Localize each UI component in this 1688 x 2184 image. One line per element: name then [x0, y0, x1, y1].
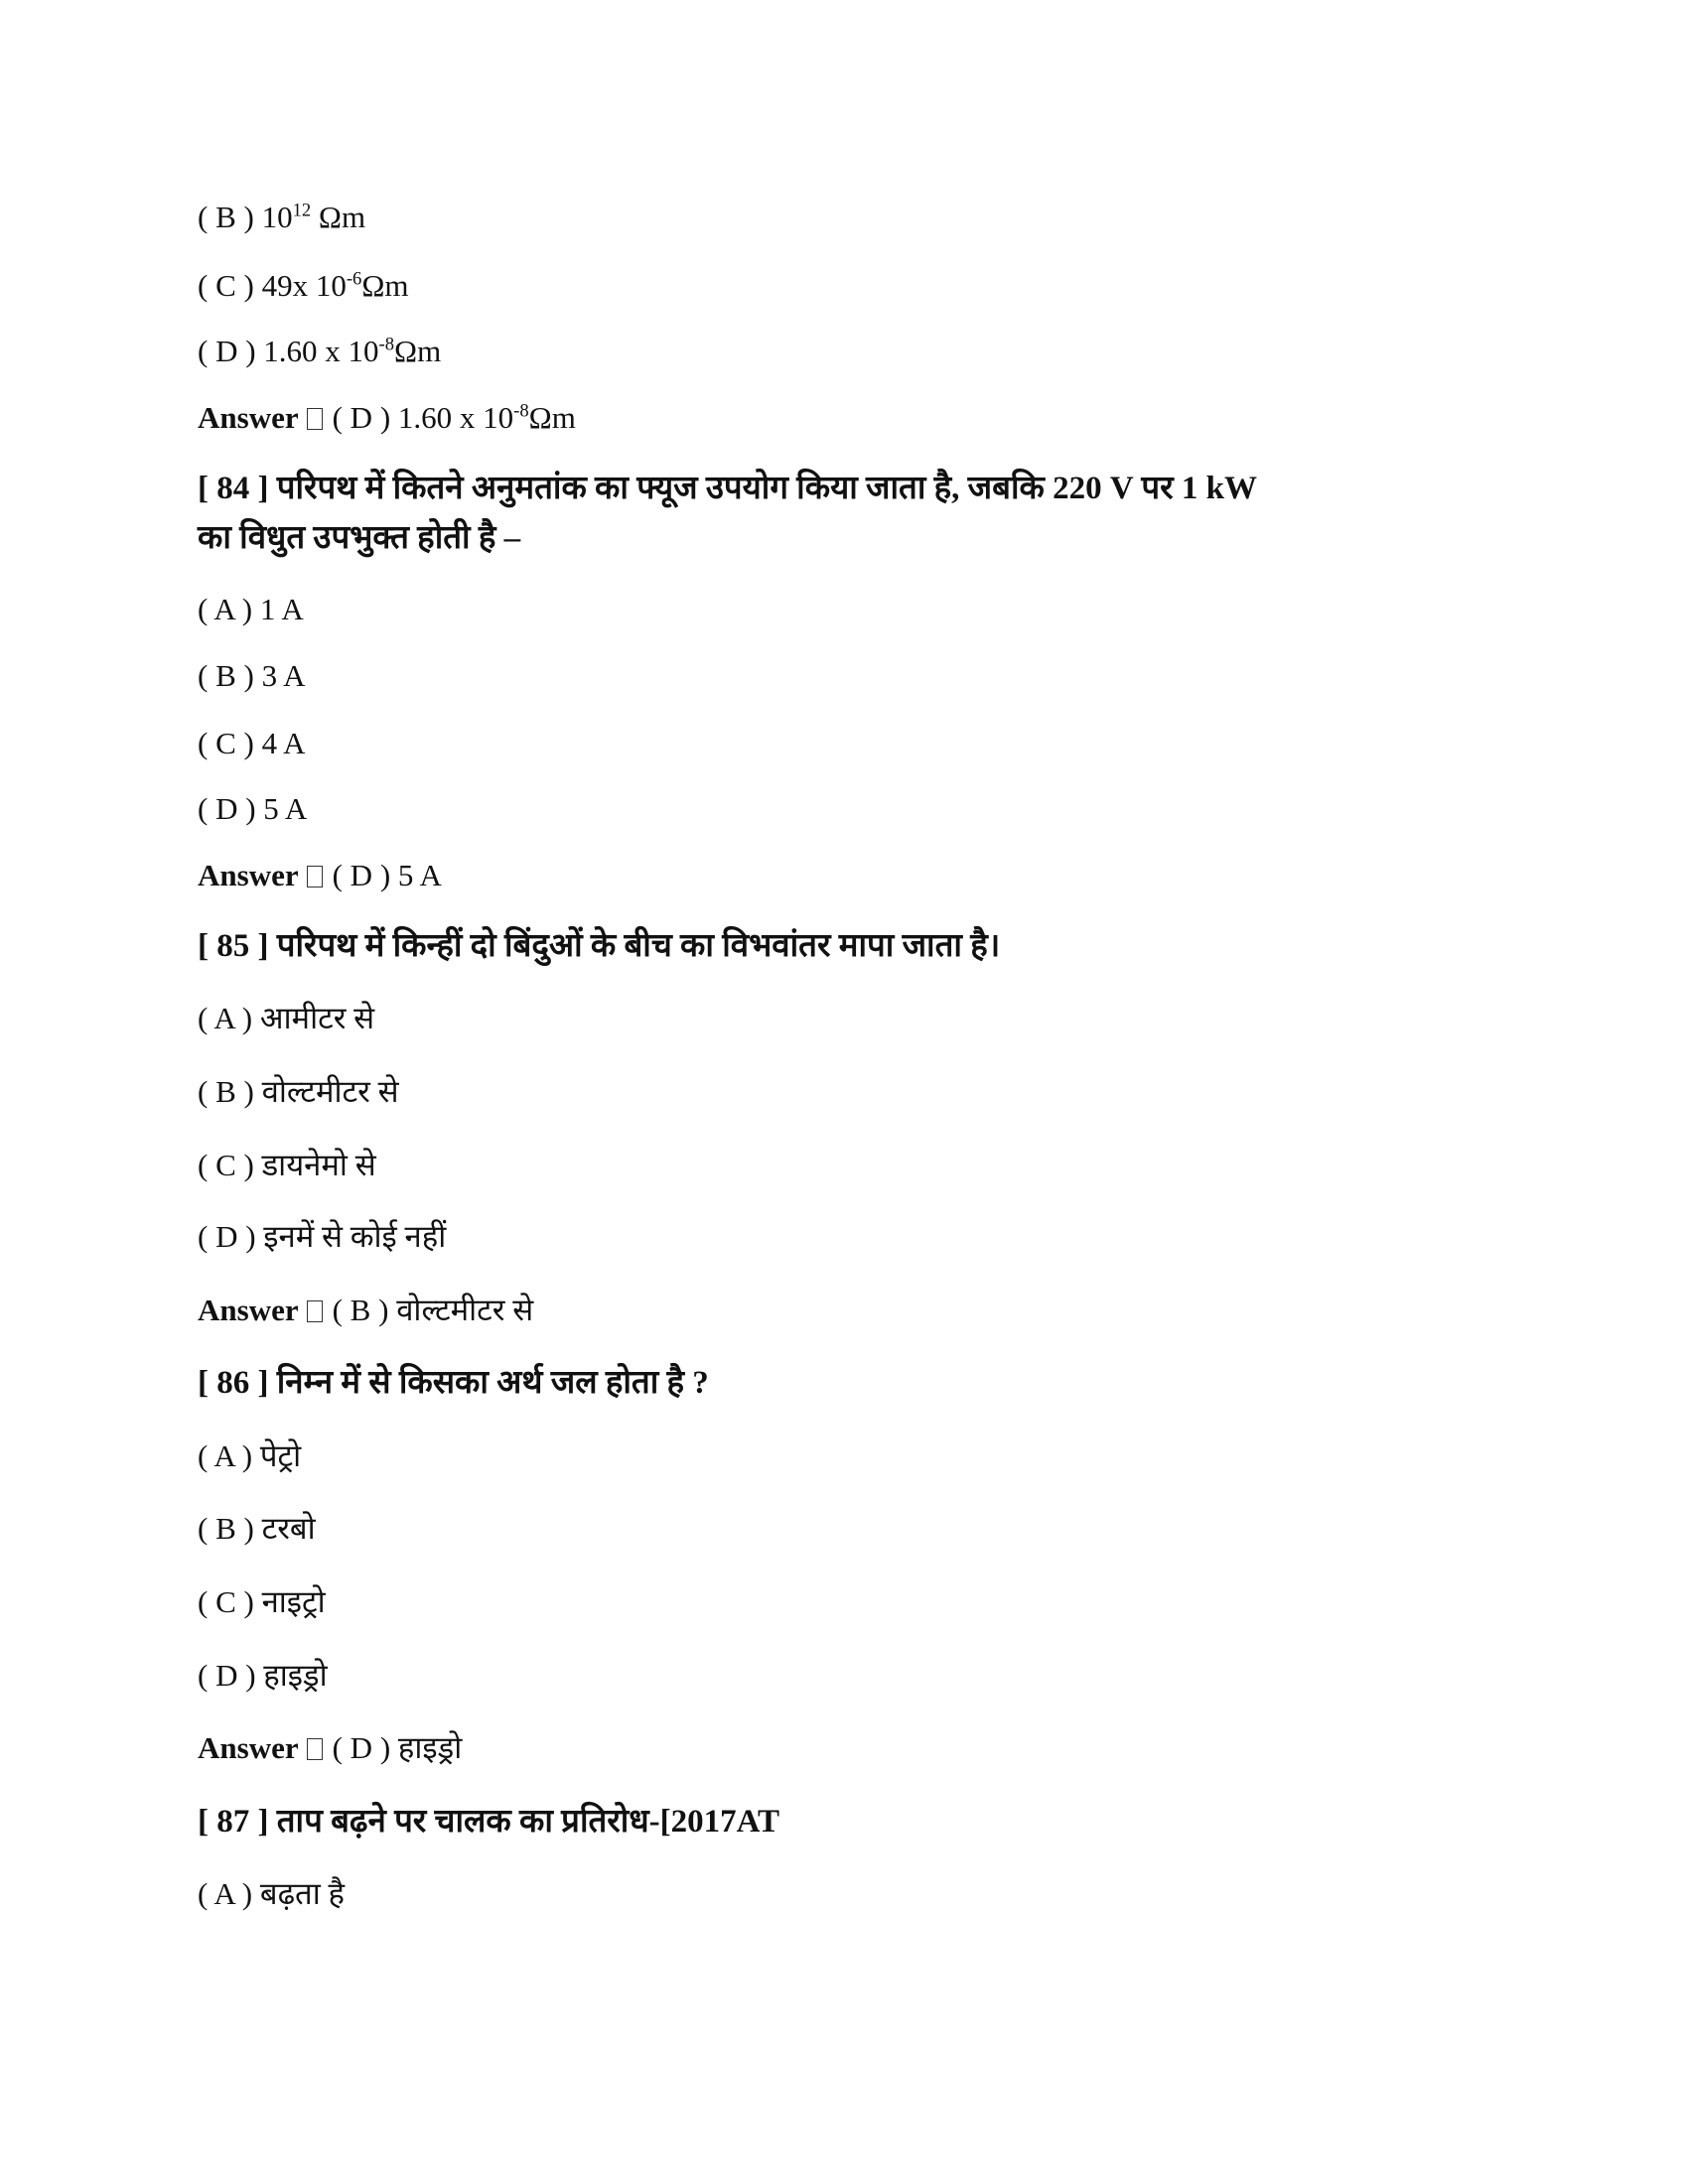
option-text: वोल्टमीटर से [261, 1074, 399, 1109]
question-text [198, 1361, 709, 1405]
option-text: 10 [261, 200, 293, 234]
answer-prefix: Answer [198, 858, 299, 892]
option-label: ( A ) [198, 592, 253, 626]
option-label: ( D ) [198, 791, 256, 826]
option-line [198, 1144, 376, 1187]
option-label: ( D ) [332, 400, 391, 435]
option-line [198, 1507, 316, 1551]
option-line [198, 196, 365, 239]
question-label: [ 86 ] निम्न में से किसका अर्थ जल होता है ? [198, 1365, 709, 1401]
option-line [198, 1580, 326, 1624]
option-text: 1 A [259, 592, 304, 626]
option-label: ( B ) [198, 658, 254, 693]
unit: Ωm [311, 200, 366, 234]
option-label: ( A ) [198, 1876, 253, 1911]
question-label: [ 85 ] परिपथ में किन्हीं दो बिंदुओं के बीच का विभवांतर मापा जाता है। [198, 928, 1001, 964]
option-label: ( D ) [198, 1219, 256, 1254]
option-text: नाइट्रो [261, 1584, 326, 1619]
option-label: ( B ) [332, 1293, 389, 1327]
option-line [198, 264, 408, 308]
missing-glyph-icon [307, 1738, 323, 1760]
option-label: ( B ) [198, 200, 254, 234]
question-label: [ 84 ] परिपथ में कितने अनुमतांक का फ्यूज उपयोग किया जाता है, जबकि 220 V पर 1 kW [198, 471, 1257, 506]
answer-line [198, 1289, 533, 1332]
option-label: ( C ) [198, 1148, 254, 1182]
option-line [198, 997, 374, 1040]
option-text: डायनेमो से [261, 1148, 376, 1182]
option-line [198, 1070, 399, 1114]
option-line [198, 1215, 446, 1259]
option-label: ( C ) [198, 726, 254, 760]
unit: Ωm [394, 334, 442, 368]
option-text: आमीटर से [259, 1001, 375, 1035]
answer-line [198, 396, 576, 440]
answer-prefix: Answer [198, 1730, 299, 1765]
missing-glyph-icon [307, 408, 323, 430]
option-text: 1.60 x 10 [397, 400, 514, 435]
exponent: -6 [346, 268, 362, 290]
exponent: -8 [513, 400, 529, 422]
exponent: 12 [292, 200, 312, 221]
question-text [198, 516, 520, 560]
option-line [198, 1872, 345, 1916]
option-label: ( C ) [198, 1584, 254, 1619]
option-text: इनमें से कोई नहीं [263, 1219, 447, 1254]
option-label: ( D ) [198, 334, 256, 368]
missing-glyph-icon [307, 866, 323, 887]
option-label: ( D ) [332, 858, 391, 892]
option-label: ( B ) [198, 1074, 254, 1109]
option-text: वोल्टमीटर से [396, 1293, 534, 1327]
option-line [198, 654, 306, 698]
answer-line [198, 854, 442, 897]
option-text: हाइड्रो [263, 1658, 328, 1693]
option-text: बढ़ता है [259, 1876, 345, 1911]
answer-prefix: Answer [198, 1293, 299, 1327]
exponent: -8 [378, 334, 395, 355]
unit: Ωm [361, 268, 409, 303]
option-text: टरबो [261, 1511, 316, 1546]
unit: Ωm [528, 400, 576, 435]
option-line [198, 1654, 328, 1698]
option-line [198, 722, 306, 765]
option-line [198, 787, 307, 831]
option-text: 5 A [397, 858, 442, 892]
answer-prefix: Answer [198, 400, 299, 435]
option-label: ( A ) [198, 1438, 253, 1473]
question-text [198, 924, 1000, 968]
question-text [198, 1800, 779, 1843]
option-text: 3 A [261, 658, 306, 693]
option-text: 1.60 x 10 [263, 334, 379, 368]
option-text: 49x 10 [261, 268, 347, 303]
question-label: [ 87 ] ताप बढ़ने पर चालक का प्रतिरोध-[2017AT [198, 1804, 780, 1840]
question-text [198, 467, 1257, 510]
option-label: ( B ) [198, 1511, 254, 1546]
option-line [198, 588, 304, 631]
option-text: 4 A [261, 726, 306, 760]
option-label: ( C ) [198, 268, 254, 303]
option-text: 5 A [263, 791, 308, 826]
option-text: पेट्रो [259, 1438, 302, 1473]
option-line [198, 1434, 301, 1478]
option-label: ( D ) [332, 1730, 391, 1765]
option-text: हाइड्रो [397, 1730, 463, 1765]
missing-glyph-icon [307, 1300, 323, 1322]
answer-line [198, 1726, 462, 1770]
option-line [198, 330, 441, 373]
option-label: ( D ) [198, 1658, 256, 1693]
option-label: ( A ) [198, 1001, 253, 1035]
question-label: का विधुत उपभुक्त होती है – [198, 520, 521, 556]
